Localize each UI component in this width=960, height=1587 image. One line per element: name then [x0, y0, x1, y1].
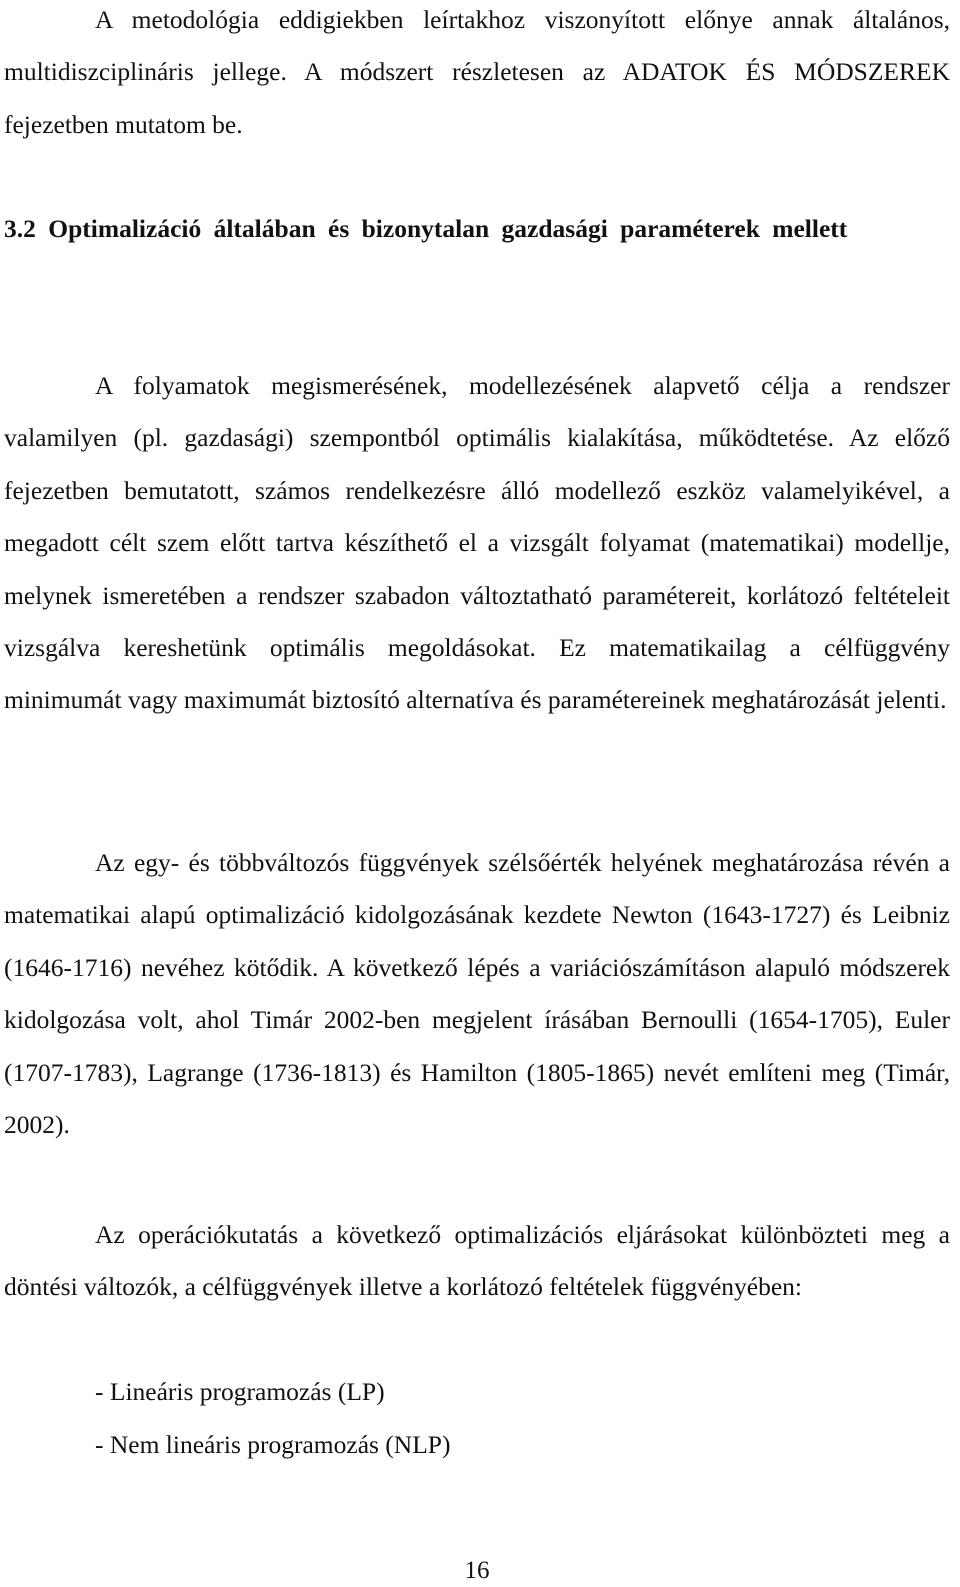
list-item-nlp: - Nem lineáris programozás (NLP): [95, 1430, 451, 1459]
section-heading: 3.2 Optimalizáció általában és bizonytalan gazdasági paraméterek mellett: [4, 214, 848, 243]
intro-paragraph: A metodológia eddigiekben leírtakhoz viszonyított előnye annak általános, multidiszciplináris jellege. A módszert részletesen az ADATOK ÉS MÓDSZEREK fejezetben mutatom be.: [4, 5, 950, 139]
page-number: 16: [464, 1557, 490, 1584]
list-item-lp: - Lineáris programozás (LP): [95, 1377, 385, 1406]
body-paragraph-3: Az operációkutatás a következő optimalizációs eljárásokat különbözteti meg a döntési változók, a célfüggvények illetve a korlátozó feltételek függvényében:: [4, 1220, 950, 1302]
body-paragraph-1: A folyamatok megismerésének, modellezésének alapvető célja a rendszer valamilyen (pl. gazdasági) szempontból optimális kialakítása, működtetése. Az előző fejezetben bemutatott, számos rendelkezésre álló modellező eszköz valamelyikével, a megadott célt szem előtt tartva készíthető el a vizsgált folyamat (matematikai) modellje, melynek ismeretében a rendszer szabadon változtatható paramétereit, korlátozó feltételeit vizsgálva kereshetünk optimális megoldásokat. Ez matematikailag a célfüggvény minimumát vagy maximumát biztosító alternatíva és paramétereinek meghatározását jelenti.: [4, 371, 950, 715]
body-paragraph-2: Az egy- és többváltozós függvények szélsőérték helyének meghatározása révén a matematikai alapú optimalizáció kidolgozásának kezdete Newton (1643-1727) és Leibniz (1646-1716) nevéhez kötődik. A következő lépés a variációszámításon alapuló módszerek kidolgozása volt, ahol Timár 2002-ben megjelent írásában Bernoulli (1654-1705), Euler (1707-1783), Lagrange (1736-1813) és Hamilton (1805-1865) nevét említeni meg (Timár, 2002).: [4, 848, 950, 1140]
